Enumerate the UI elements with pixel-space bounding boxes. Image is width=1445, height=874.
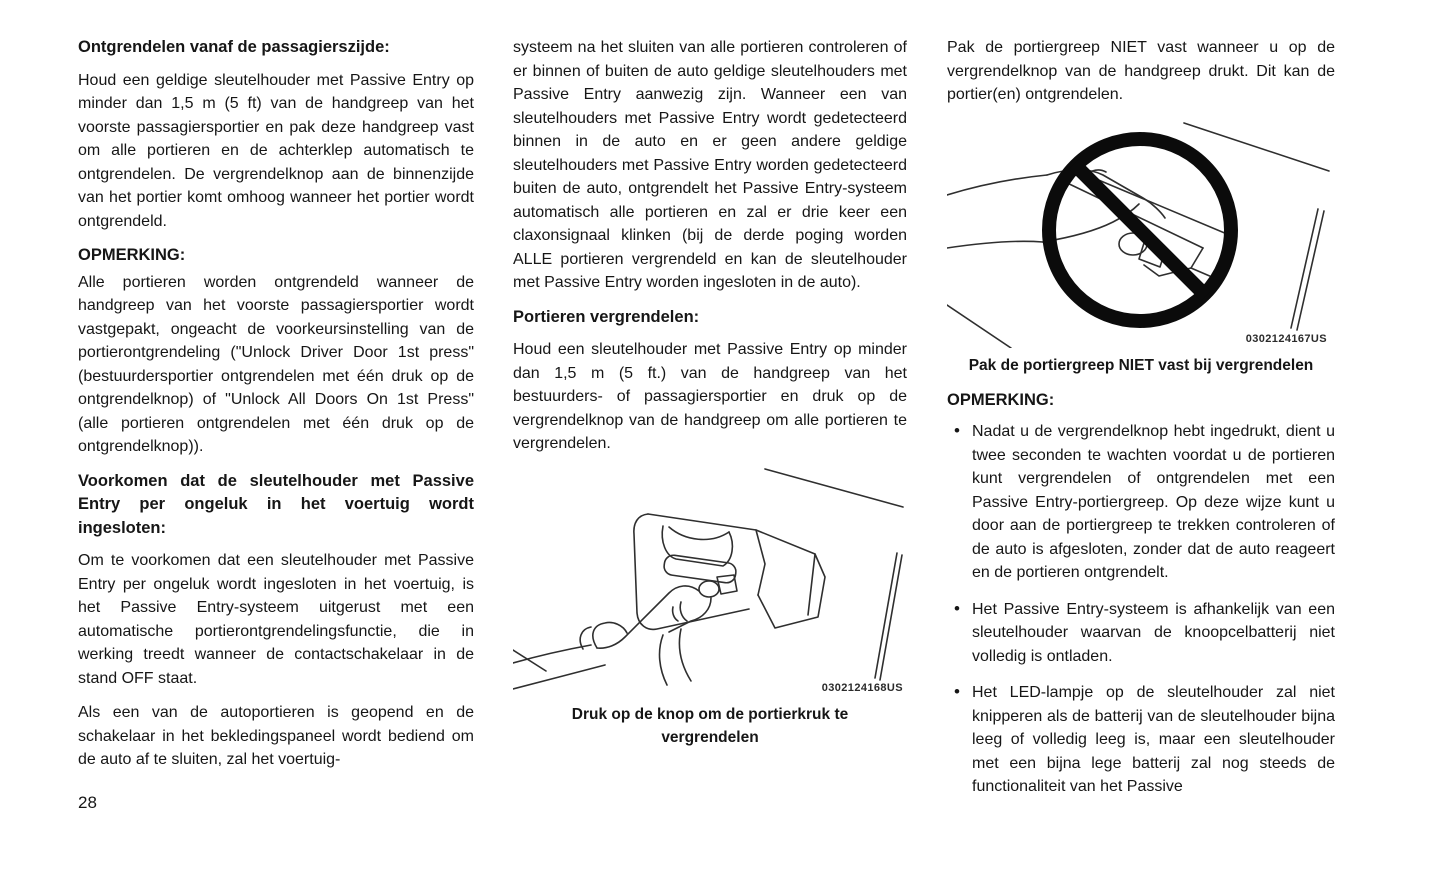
figure-caption: Druk op de knop om de portierkruk te vergrendelen: [571, 705, 849, 746]
note-heading: OPMERKING:: [78, 246, 186, 264]
note-bullet-item: • Het LED-lampje op de sleutelhouder zal niet knipperen als de batterij van de sleutelhouder bijna leeg of volledig leeg is, maar een sleutelhouder met een bijna lege batterij zal nog steeds de functionaliteit van het Passive: [947, 681, 1335, 799]
body-paragraph: Als een van de autoportieren is geopend en de schakelaar in het bekledingspaneel wordt bediend om de auto af te sluiten, zal het voertuig-: [78, 704, 474, 768]
page-number: 28: [78, 793, 97, 812]
door-handle-button-illustration: [513, 467, 907, 697]
door-handle-icon: [634, 514, 825, 629]
prohibition-icon: [1049, 139, 1231, 321]
column-left: [78, 36, 474, 783]
notes-list: [947, 420, 1335, 799]
section-heading-prevent-lock-in: Voorkomen dat de sleutelhouder met Passive Entry per ongeluk in het voertuig wordt ingesloten:: [78, 471, 474, 537]
body-paragraph: Houd een geldige sleutelhouder met Passive Entry op minder dan 1,5 m (5 ft) van de handgreep van het voorste passagiersportier en pak deze handgreep vast om alle portieren en de achterklep automatisch te ontgrendelen. De vergrendelknop aan de binnenzijde van het portier komt omhoog wanneer het portier wordt ontgrendeld.: [78, 71, 474, 230]
figure-do-not-grab-handle: [947, 118, 1335, 348]
body-paragraph: Houd een sleutelhouder met Passive Entry op minder dan 1,5 m (5 ft.) van de handgreep van het bestuurders- of passagiersportier en druk op de vergrendelknop van de handgreep om alle portieren te vergrendelen.: [513, 341, 907, 452]
note-bullet-item: • Het Passive Entry-systeem is afhankelijk van een sleutelhouder waarvan de knoopcelbatterij niet volledig is ontladen.: [947, 598, 1335, 669]
no-grab-handle-illustration: [947, 118, 1335, 348]
body-paragraph: Om te voorkomen dat een sleutelhouder met Passive Entry per ongeluk wordt ingesloten in het voertuig, is het Passive Entry-systeem uitgerust met een automatische portierontgrendelingsfunctie, die in werking treedt wanneer de contactschakelaar in de stand OFF staat.: [78, 552, 474, 687]
pressing-finger-icon: [513, 585, 711, 688]
section-heading-unlock-passenger: Ontgrendelen vanaf de passagierszijde:: [78, 38, 390, 56]
column-right: [947, 36, 1335, 812]
note-paragraph: Alle portieren worden ontgrendeld wanneer de handgreep van het voorste passagiersportier wordt vastgepakt, ongeacht de voorkeursinstelling van de portierontgrendeling ("Unlock Driver Door 1st press" (bestuurdersportier ontgrendelen met één druk op de ontgrendelknop) of "Unlock All Doors On 1st Press" (alle portieren ontgrendelen met één druk op de ontgrendelknop)).: [78, 273, 474, 455]
body-paragraph: systeem na het sluiten van alle portieren controleren of er binnen of buiten de auto geldige sleutelhouders met Passive Entry aanwezig zijn. Wanneer een van sleutelhouders met Passive Entry wordt gedetecteerd binnen in de auto en er geen andere geldige sleutelhouders met Passive Entry worden gedetecteerd buiten de auto, ontgrendelt het Passive Entry-systeem automatisch alle portieren en zal er drie keer een claxonsignaal klinken (bij de derde poging worden ALLE portieren vergrendeld en kan de sleutelhouder met Passive Entry worden ingesloten in de auto).: [513, 39, 907, 291]
figure-code: 0302124168US: [821, 681, 903, 694]
section-heading-lock-doors: Portieren vergrendelen:: [513, 307, 700, 326]
body-paragraph: Pak de portiergreep NIET vast wanneer u op de vergrendelknop van de handgreep drukt. Dit kan de portier(en) ontgrendelen.: [947, 39, 1335, 103]
figure-caption: Pak de portiergreep NIET vast bij vergrendelen: [968, 356, 1314, 374]
figure-press-lock-button: [513, 467, 907, 697]
lock-button-icon: [699, 581, 719, 597]
note-heading: OPMERKING:: [947, 390, 1055, 409]
column-middle: [513, 36, 907, 761]
figure-code: 0302124167US: [1245, 332, 1327, 345]
note-bullet-item: • Nadat u de vergrendelknop hebt ingedrukt, dient u twee seconden te wachten voordat u de portieren kunt vergrendelen of ontgrendelen met een Passive Entry-portiergreep. Op deze wijze kunt u door aan de portiergreep te trekken controleren of de auto is afgesloten, zonder dat de auto reageert en de portieren ontgrendelt.: [947, 420, 1335, 585]
